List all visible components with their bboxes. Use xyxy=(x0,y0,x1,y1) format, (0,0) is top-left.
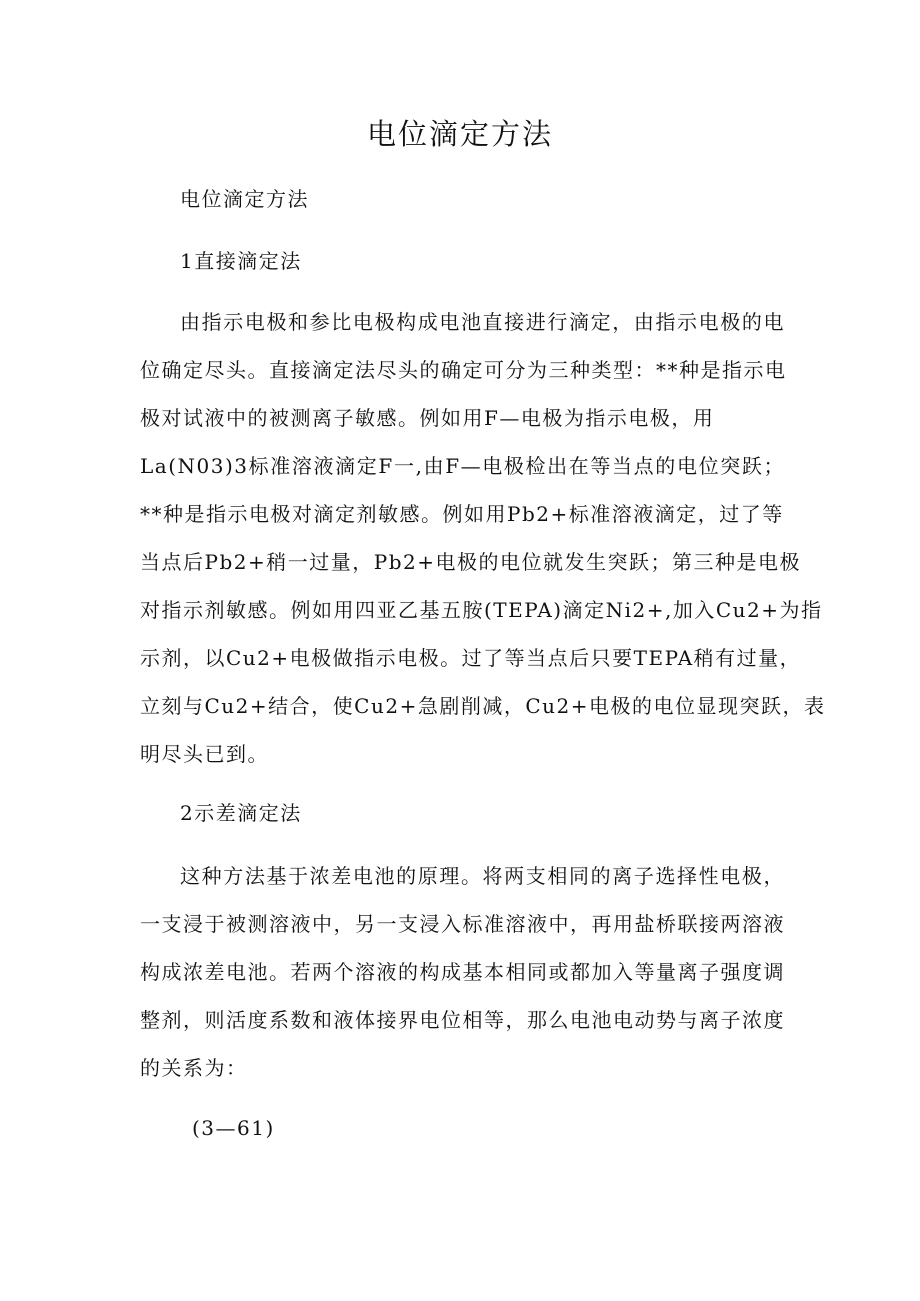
document-title: 电位滴定方法 xyxy=(366,117,553,151)
paragraph-line: 一支浸于被测溶液中，另一支浸入标准溶液中，再用盐桥联接两溶液 xyxy=(140,912,785,936)
paragraph-line: 极对试液中的被测离子敏感。例如用F—电极为指示电极，用 xyxy=(140,406,715,430)
paragraph-line: 构成浓差电池。若两个溶液的构成基本相同或都加入等量离子强度调 xyxy=(140,960,785,984)
paragraph-line: 明尽头已到。 xyxy=(140,742,269,766)
paragraph-line: 当点后Pb2+稍一过量，Pb2+电极的电位就发生突跃；第三种是电极 xyxy=(140,550,801,574)
paragraph-line: **种是指示电极对滴定剂敏感。例如用Pb2+标准溶液滴定，过了等 xyxy=(140,502,784,526)
paragraph-line: 示剂，以Cu2+电极做指示电极。过了等当点后只要TEPA稍有过量， xyxy=(140,646,802,670)
paragraph-line: 立刻与Cu2+结合，使Cu2+急剧削减，Cu2+电极的电位显现突跃，表 xyxy=(140,694,826,718)
paragraph-line: 由指示电极和参比电极构成电池直接进行滴定，由指示电极的电 xyxy=(180,310,785,334)
paragraph-line: 对指示剂敏感。例如用四亚乙基五胺(TEPA)滴定Ni2+,加入Cu2+为指 xyxy=(140,598,823,622)
equation-label: (3—61) xyxy=(192,1116,275,1140)
paragraph-line: 位确定尽头。直接滴定法尽头的确定可分为三种类型：**种是指示电 xyxy=(140,358,787,382)
paragraph-line: 的关系为： xyxy=(140,1056,248,1080)
section-heading-direct-titration: 1直接滴定法 xyxy=(180,249,302,273)
paragraph-line: 这种方法基于浓差电池的原理。将两支相同的离子选择性电极， xyxy=(180,864,785,888)
section-heading-differential-titration: 2示差滴定法 xyxy=(180,801,302,825)
paragraph-line: La(N03)3标准溶液滴定F一,由F—电极检出在等当点的电位突跃； xyxy=(140,454,785,478)
subtitle: 电位滴定方法 xyxy=(180,187,309,211)
paragraph-line: 整剂，则活度系数和液体接界电位相等，那么电池电动势与离子浓度 xyxy=(140,1008,785,1032)
